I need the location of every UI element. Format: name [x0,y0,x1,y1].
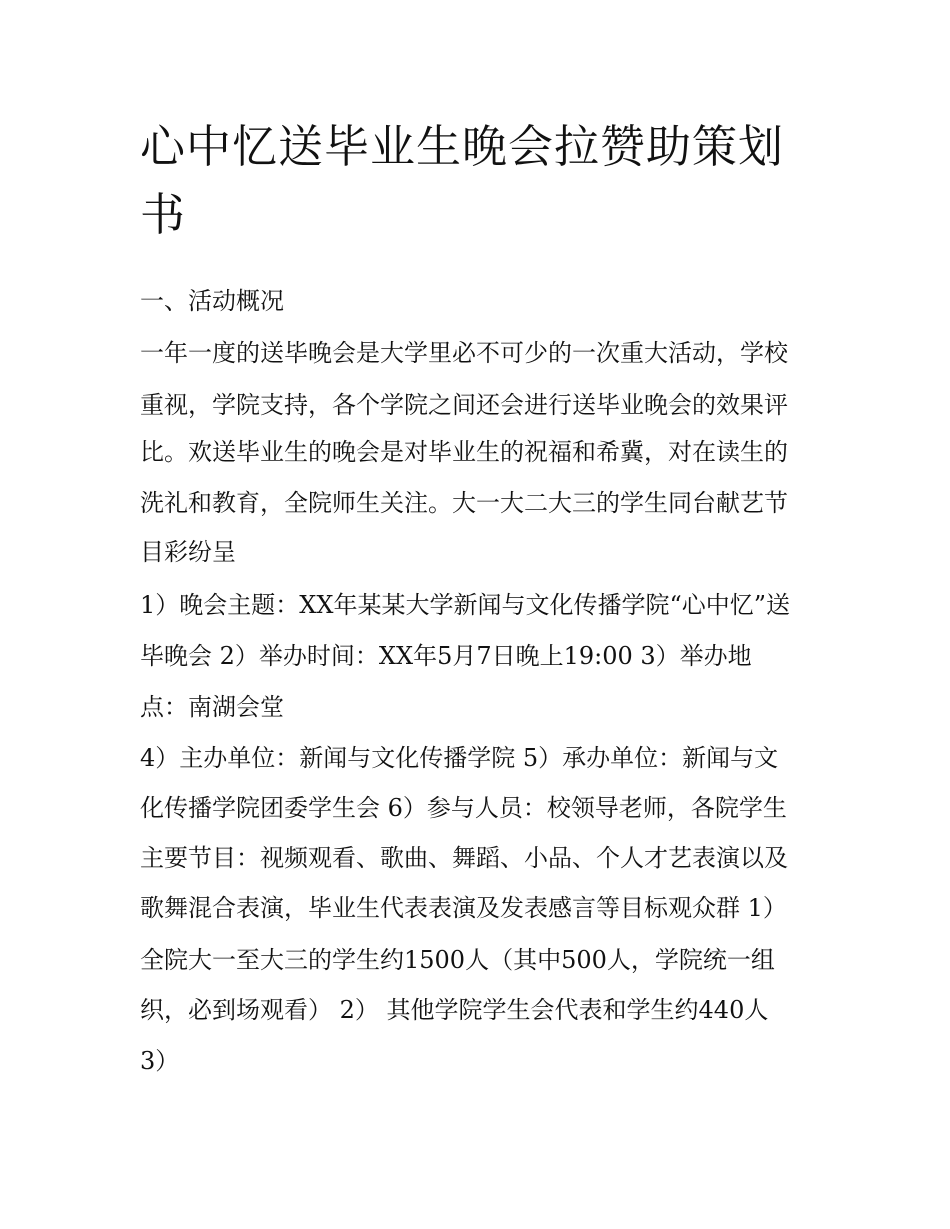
paragraph-line: 一年一度的送毕晚会是大学里必不可少的一次重大活动，学校 [140,339,788,367]
paragraph-line: 比。欢送毕业生的晚会是对毕业生的祝福和希冀，对在读生的 [140,438,788,466]
paragraph-line: 点：南湖会堂 [140,693,284,721]
paragraph-line: 洗礼和教育，全院师生关注。大一大二大三的学生同台献艺节 [140,489,788,517]
document-title: 心中忆送毕业生晚会拉赞助策划书 [140,120,785,241]
paragraph-line: 歌舞混合表演，毕业生代表表演及发表感言等目标观众群 1） [140,894,787,922]
paragraph-line: 主要节目：视频观看、歌曲、舞蹈、小品、个人才艺表演以及 [140,844,788,872]
section-heading: 一、活动概况 [140,287,284,315]
paragraph-line: 化传播学院团委学生会 6）参与人员：校领导老师，各院学生 [140,794,787,822]
paragraph-line: 目彩纷呈 [140,538,236,566]
paragraph-line: 4）主办单位：新闻与文化传播学院 5）承办单位：新闻与文 [140,744,779,772]
paragraph-line: 1）晚会主题：XX年某某大学新闻与文化传播学院“心中忆”送 [140,591,790,619]
paragraph-line: 全院大一至大三的学生约1500人（其中500人，学院统一组 [140,946,775,974]
paragraph-line: 毕晚会 2）举办时间：XX年5月7日晚上19:00 3）举办地 [140,642,752,670]
paragraph-line: 重视，学院支持，各个学院之间还会进行送毕业晚会的效果评 [140,391,788,419]
paragraph-line: 3） [140,1047,180,1075]
paragraph-line: 织，必到场观看） 2） 其他学院学生会代表和学生约440人 [140,996,769,1024]
